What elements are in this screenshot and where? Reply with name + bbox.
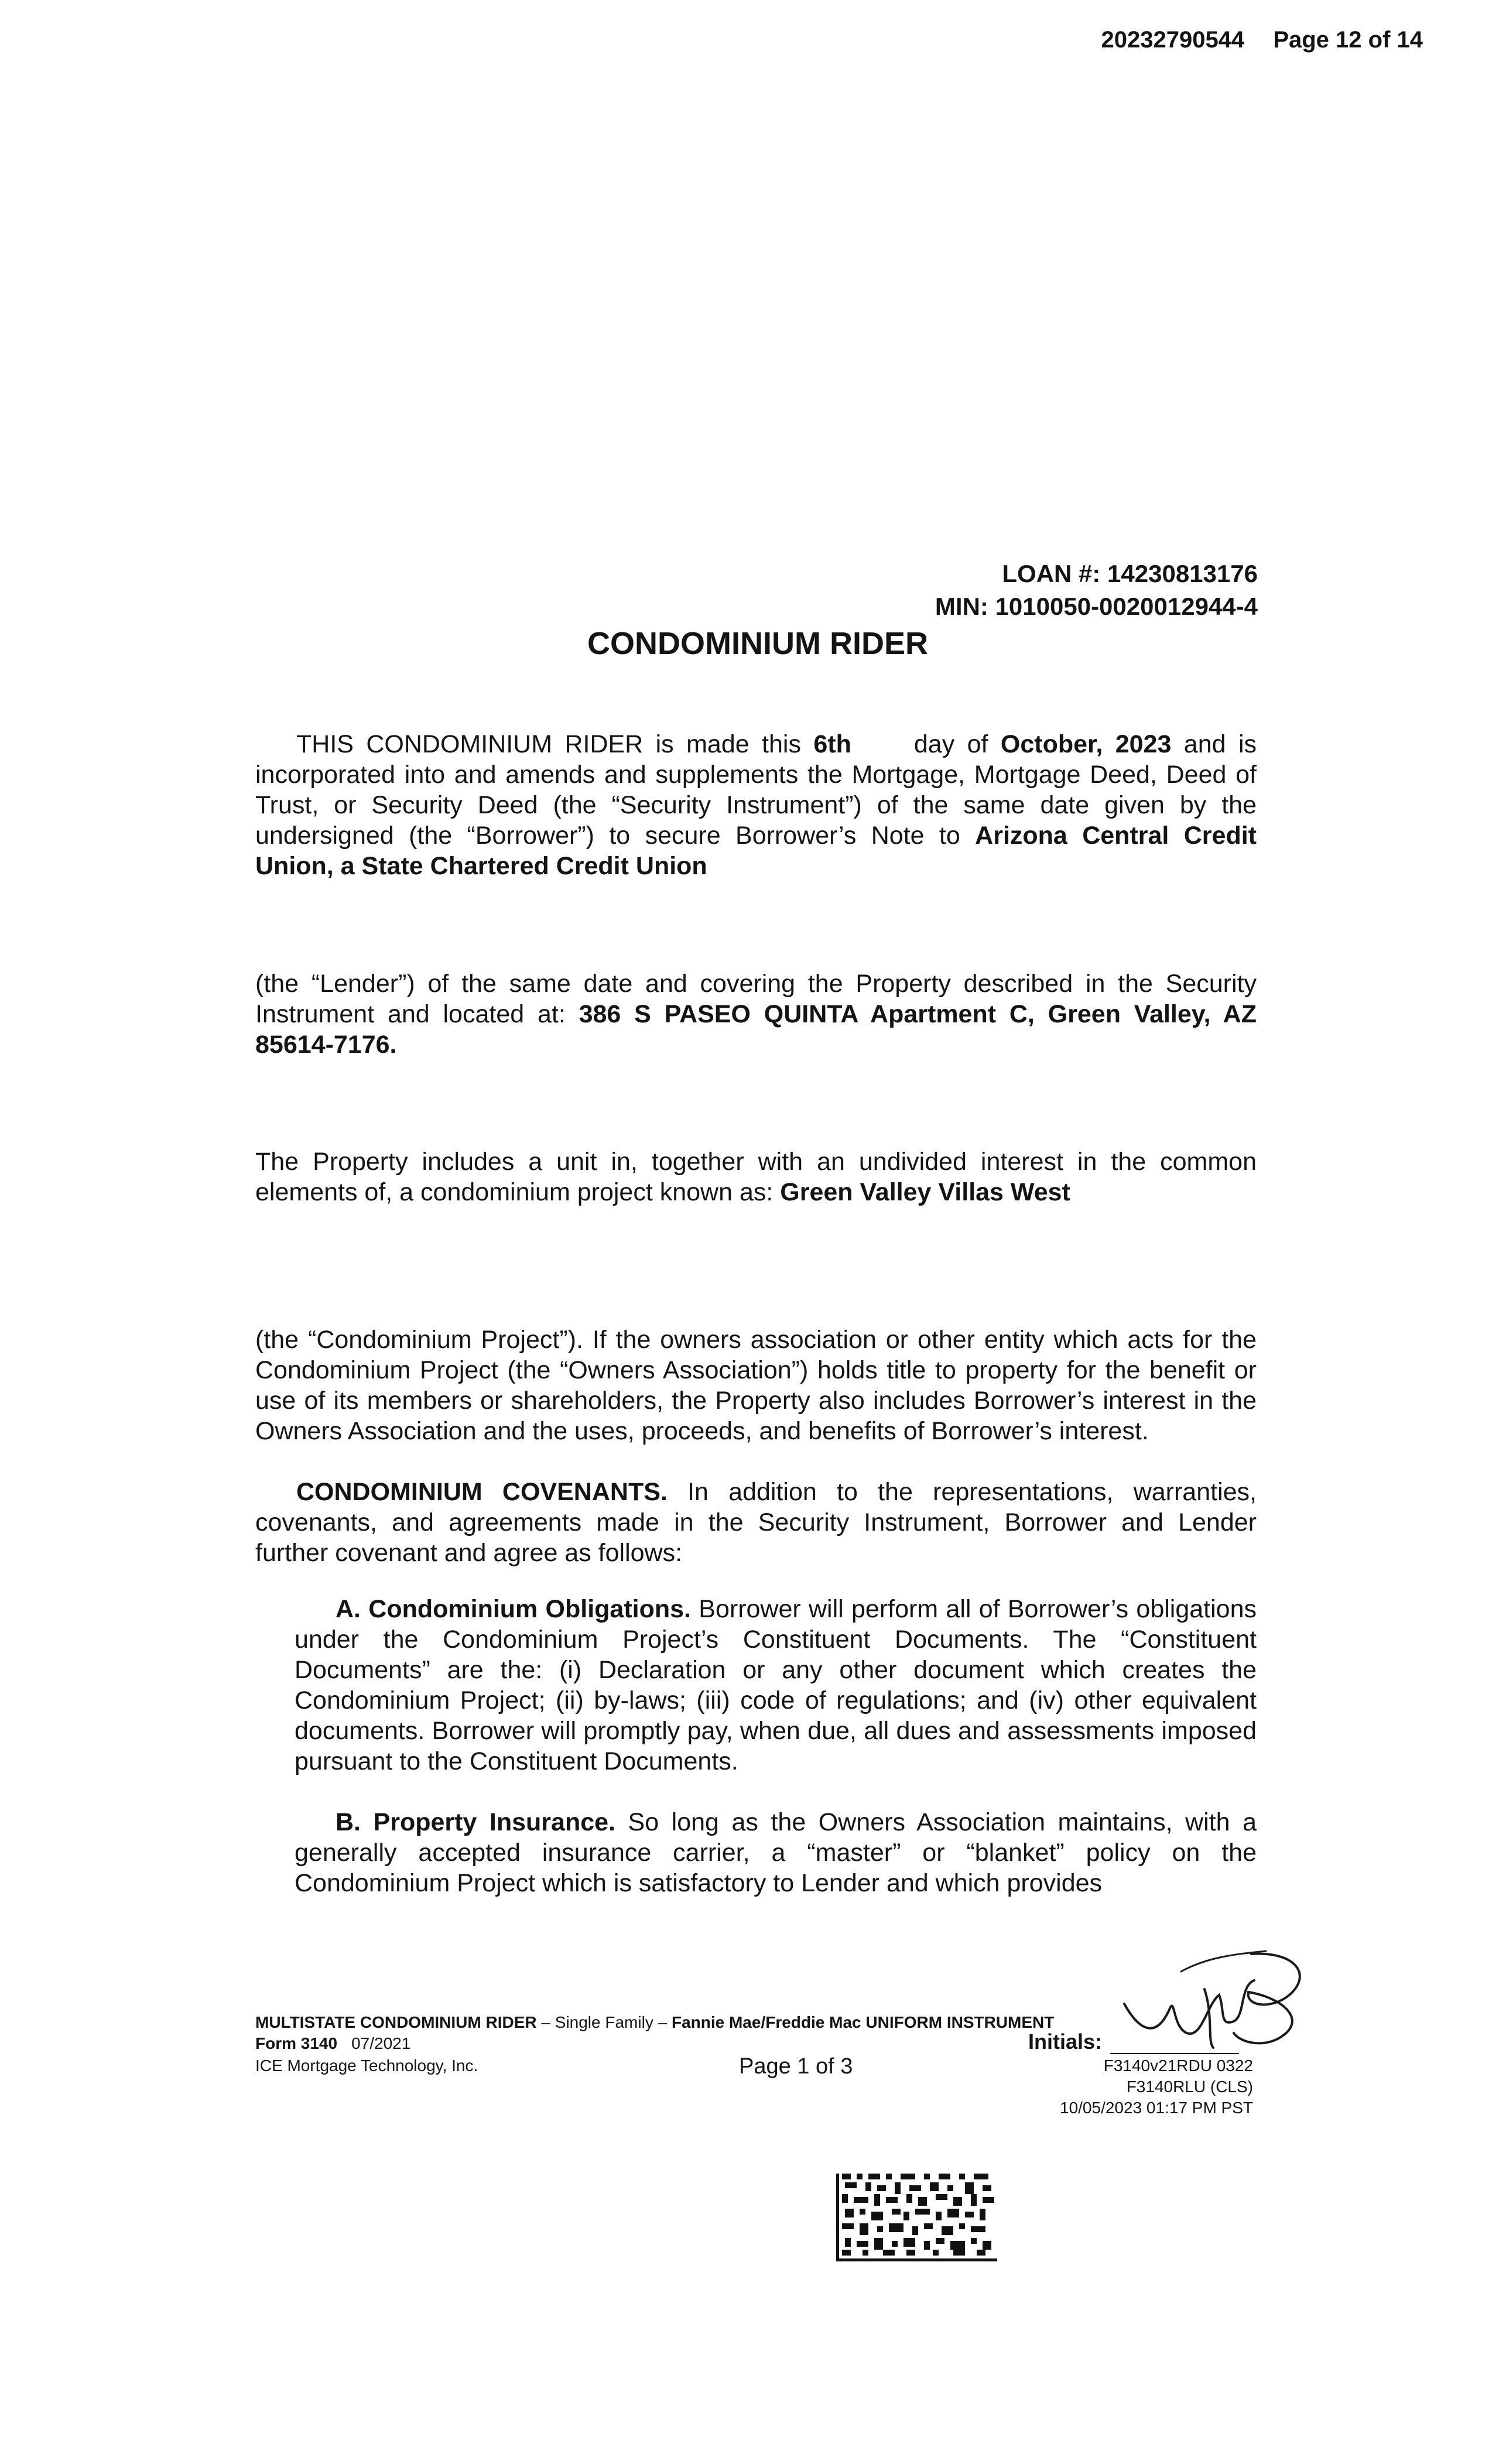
form-title-sep2: –: [653, 2013, 672, 2031]
section-b: [295, 1807, 1257, 1898]
property-text: The Property includes a unit in, together with an undivided interest in the common elements of, a condominium project known as:: [255, 1148, 1257, 1206]
min-number: MIN: 1010050-0020012944-4: [935, 593, 1258, 620]
covenants-paragraph: [255, 1477, 1257, 1568]
covenants-text: In addition to the representations, warranties, covenants, and agreements made in the Security Instrument, Borrower and Lender further covenant and agree as follows:: [255, 1478, 1257, 1567]
intro-text-3: and is incorporated into and amends and supplements the Mortgage, Mortgage Deed, Deed of Trust, or Security Deed (the “Security Instrument”) of the same date given by the undersigned (the “Borrower”) to secure Borrower’s Note to: [255, 730, 1257, 850]
section-a: [295, 1594, 1257, 1777]
intro-text-2: day of: [851, 730, 1001, 758]
form-title-mid: Single Family: [555, 2013, 653, 2031]
rider-month-year: October, 2023: [1000, 730, 1172, 758]
form-title-sep1: –: [536, 2013, 555, 2031]
document-title: CONDOMINIUM RIDER: [587, 626, 928, 661]
project-name: Green Valley Villas West: [780, 1178, 1070, 1206]
section-a-heading: A. Condominium Obligations.: [336, 1595, 692, 1623]
lender-paragraph: [255, 969, 1257, 1060]
initials-signature: [1120, 1939, 1313, 2056]
print-timestamp: 10/05/2023 01:17 PM PST: [1060, 2099, 1253, 2117]
form-title-bold: MULTISTATE CONDOMINIUM RIDER: [255, 2013, 537, 2031]
document-barcode: [836, 2174, 997, 2261]
intro-text-1: THIS CONDOMINIUM RIDER is made this: [296, 730, 814, 758]
section-b-heading: B. Property Insurance.: [336, 1808, 615, 1836]
covenants-heading: CONDOMINIUM COVENANTS.: [296, 1478, 668, 1506]
page-counter: Page 12 of 14: [1273, 27, 1423, 53]
intro-paragraph: [255, 729, 1257, 881]
rider-page-number: Page 1 of 3: [739, 2054, 853, 2079]
initials-label: Initials:: [1028, 2030, 1103, 2054]
form-number-date: 07/2021: [351, 2034, 411, 2052]
page-header: [1101, 27, 1423, 53]
section-a-text: Borrower will perform all of Borrower’s obligations under the Condominium Project’s Constituent Documents. The “Constituent Documents” are the: (i) Declaration or any other document which creates the Condominium Project; (ii) by-laws; (iii) code of regulations; and (iv) other equivalent documents. Borrower will promptly pay, when due, all dues and assessments imposed pursuant to the Constituent Documents.: [295, 1595, 1257, 1775]
property-paragraph: [255, 1147, 1257, 1207]
form-title-tail: Fannie Mae/Freddie Mac UNIFORM INSTRUMENT: [671, 2013, 1055, 2031]
vendor-name: ICE Mortgage Technology, Inc.: [255, 2056, 478, 2075]
lender-name: Arizona Central Credit Union, a State Chartered Credit Union: [255, 822, 1257, 880]
form-title: [255, 2013, 1054, 2032]
lender-text: (the “Lender”) of the same date and covering the Property described in the Security Instrument and located at:: [255, 970, 1257, 1028]
project-paragraph: (the “Condominium Project”). If the owners association or other entity which acts for the Condominium Project (the “Owners Association”) holds title to property for the benefit or use of its members or shareholders, the Property also includes Borrower’s interest in the Owners Association and the uses, proceeds, and benefits of Borrower’s interest.: [255, 1326, 1257, 1445]
document-number: 20232790544: [1101, 27, 1245, 53]
loan-number: LOAN #: 14230813176: [1002, 560, 1258, 587]
section-b-text: So long as the Owners Association maintains, with a generally accepted insurance carrier, a “master” or “blanket” policy on the Condominium Project which is satisfactory to Lender and which provides: [295, 1808, 1257, 1897]
form-number: [255, 2034, 410, 2053]
form-code-1: F3140v21RDU 0322: [1103, 2056, 1253, 2075]
form-code-2: F3140RLU (CLS): [1126, 2078, 1253, 2096]
rider-day: 6th: [813, 730, 851, 758]
property-address: 386 S PASEO QUINTA Apartment C, Green Valley, AZ 85614-7176.: [255, 1000, 1257, 1059]
form-number-label: Form 3140: [255, 2034, 338, 2052]
